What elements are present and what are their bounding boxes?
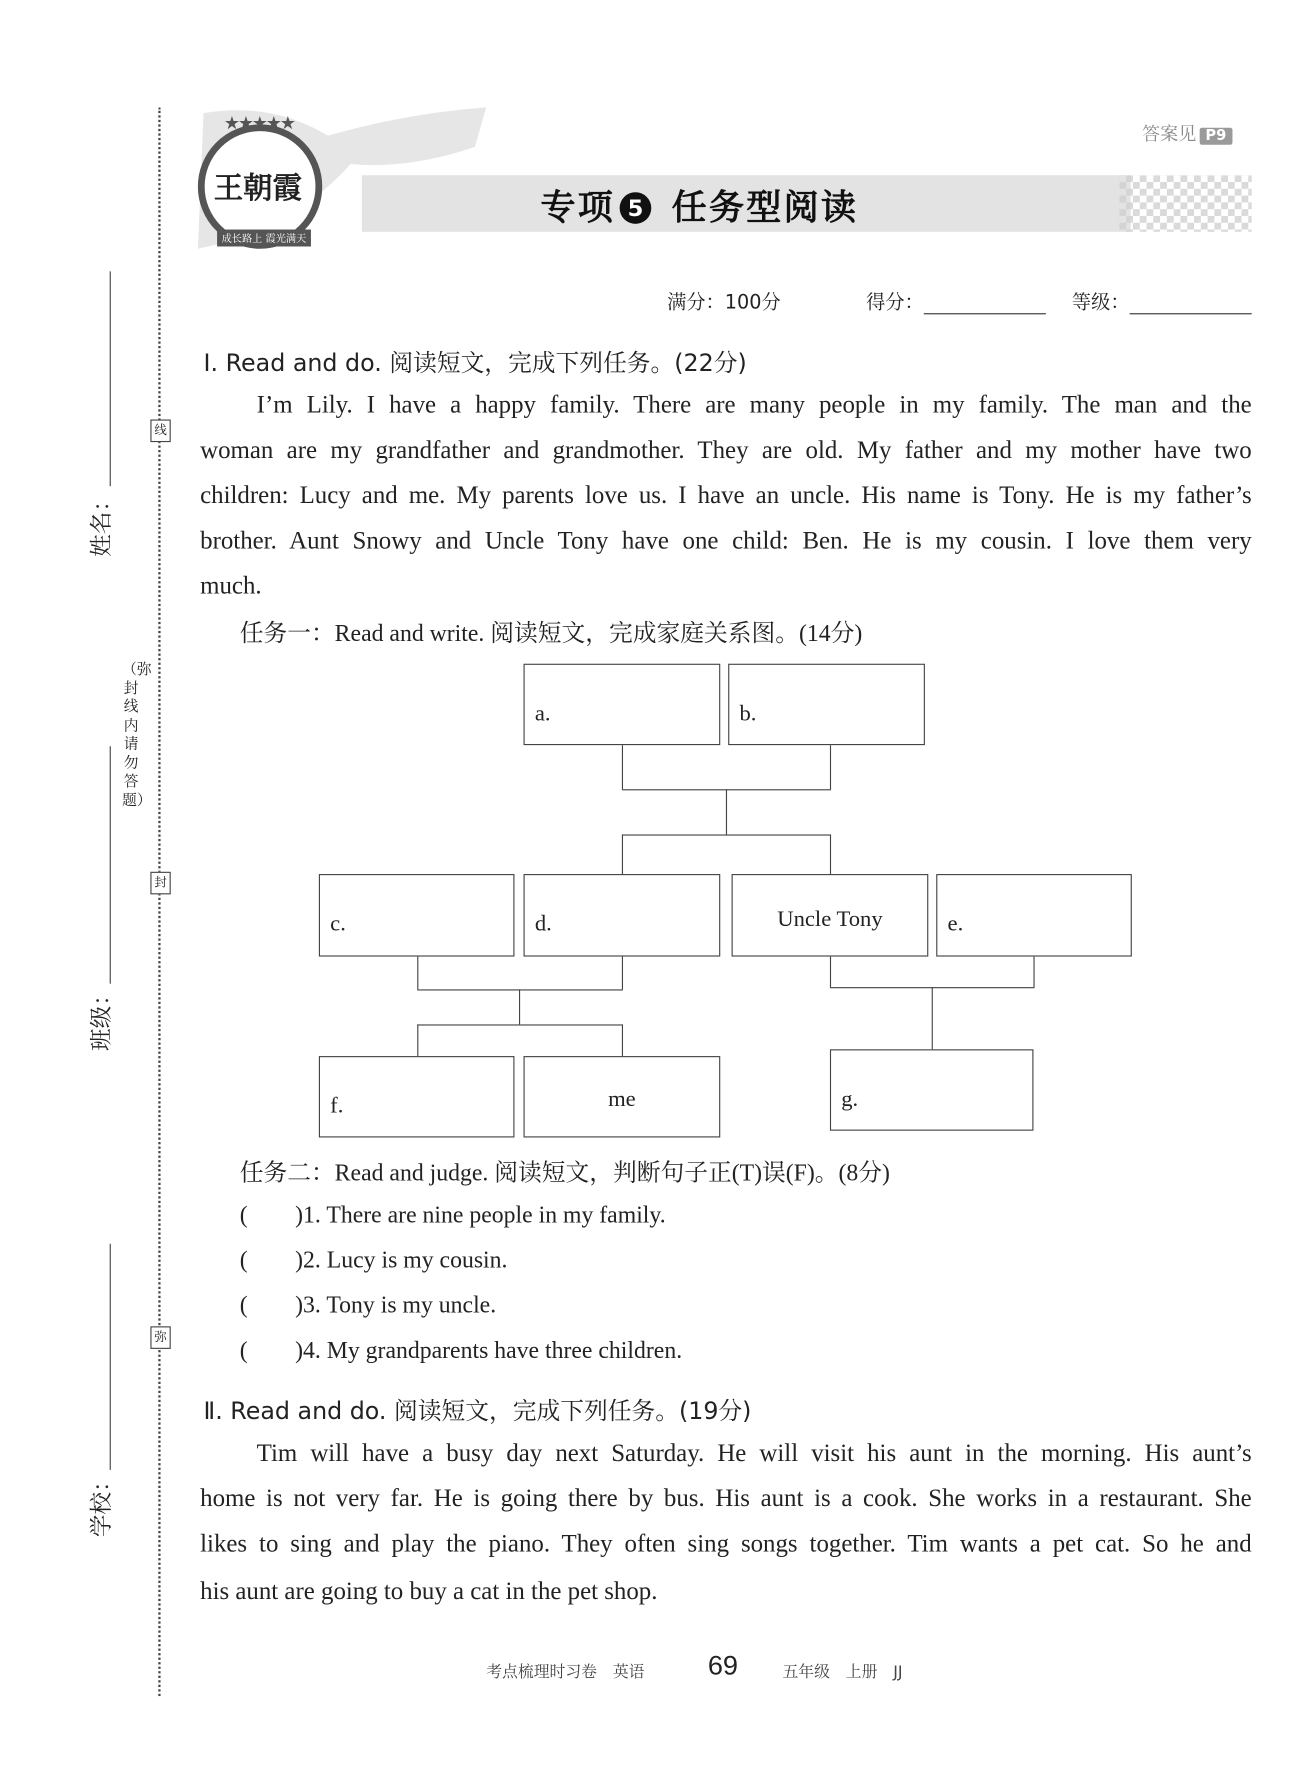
seal-mark-mi: 弥 [150,1326,170,1349]
task2-heading: 任务二：Read and judge. 阅读短文，判断句子正(T)误(F)。(8分) [239,1158,890,1187]
passage1-line: woman are my grandfather and grandmother. They are old. My father and my mother have two [200,435,1252,464]
tree-connector [622,834,831,835]
class-blank[interactable] [110,746,111,983]
tree-box-c[interactable] [319,874,515,957]
full-score: 满分：100分 [667,291,781,315]
title-prefix: 专项 [540,187,616,229]
star-icons: ★★★★★ [223,114,294,134]
box-label: d. [534,911,552,937]
tree-connector [830,834,831,874]
tree-box-d[interactable] [524,874,721,957]
judge-item[interactable]: ( )2. Lucy is my cousin. [239,1246,508,1274]
tree-connector [1033,957,1034,988]
checker-decoration [1119,175,1251,232]
tree-connector [622,957,623,990]
answer-ref [1142,120,1232,146]
school-label: 学校： [87,1469,115,1538]
tree-box-a[interactable] [524,664,721,745]
tree-box-e[interactable] [936,874,1132,957]
box-label: b. [739,701,757,726]
judge-item[interactable]: ( )4. My grandparents have three children. [239,1336,683,1364]
seal-mark-xian: 线 [150,419,170,442]
tree-box-b[interactable] [728,664,925,745]
name-blank[interactable] [110,271,111,486]
seal-dotted-line [158,107,160,1696]
tree-connector [519,989,520,1024]
answer-ref-label: 答案见 [1142,123,1197,145]
tree-connector [726,789,727,834]
box-label: c. [330,911,346,937]
tree-connector [622,834,623,874]
passage1-line: I’m Lily. I have a happy family. There are many people in my family. The man and the [256,390,1252,419]
name-label: 姓名： [87,489,115,557]
logo-motto: 成长路上 霞光满天 [217,230,311,247]
judge-item[interactable]: ( )3. Tony is my uncle. [239,1291,497,1319]
box-label: g. [841,1086,859,1112]
tree-box-g[interactable] [830,1049,1034,1130]
section2-heading: Ⅱ. Read and do. 阅读短文，完成下列任务。(19分) [203,1397,752,1425]
score-field [866,286,1046,314]
tree-connector [622,745,623,789]
tree-connector [830,957,831,988]
box-label: f. [330,1093,344,1119]
tree-connector [622,1024,623,1056]
task1-heading: 任务一：Read and write. 阅读短文，完成家庭关系图。(14分) [239,619,863,647]
seal-mark-feng: 封 [150,872,170,895]
passage2-line: Tim will have a busy day next Saturday. He will visit his aunt in the morning. His aunt’s [256,1438,1252,1467]
passage2-line: likes to sing and play the piano. They often sing songs together. Tim wants a pet cat. So he and [200,1528,1252,1557]
seal-note: （弥封线内请勿答题） [122,661,152,810]
passage2-line: home is not very far. He is going there by bus. His aunt is a cook. She works in a restaurant. She [200,1483,1252,1512]
page-title [540,179,858,230]
grade-blank[interactable] [1130,291,1252,315]
box-label: Uncle Tony [777,906,883,932]
tree-box-uncle-tony [732,874,929,957]
tree-box-f[interactable] [319,1056,515,1137]
title-text: 任务型阅读 [671,187,859,229]
box-label: me [608,1086,636,1112]
grade-label: 等级： [1071,291,1130,315]
box-label: e. [947,911,964,937]
grade-field [1072,286,1252,314]
tree-connector [830,745,831,789]
score-blank[interactable] [924,291,1046,315]
section1-heading: Ⅰ. Read and do. 阅读短文，完成下列任务。(22分) [203,349,747,377]
footer-grade: 五年级 上册 JJ [782,1663,903,1682]
tree-connector [417,1024,418,1056]
title-number: 5 [620,192,652,224]
passage1-line: much. [200,571,262,600]
tree-connector [417,1024,623,1025]
tree-connector [932,987,933,1049]
passage1-line: children: Lucy and me. My parents love us. I have an uncle. His name is Tony. He is my father’s [200,480,1252,509]
score-label: 得分： [866,291,924,315]
tree-box-me [524,1056,721,1137]
box-label: a. [534,701,551,726]
tree-connector [417,957,418,990]
class-label: 班级： [87,983,115,1051]
school-blank[interactable] [110,1244,111,1470]
judge-item[interactable]: ( )1. There are nine people in my family. [239,1200,666,1228]
passage1-line: brother. Aunt Snowy and Uncle Tony have one child: Ben. He is my cousin. I love them very [200,525,1252,555]
passage2-line: his aunt are going to buy a cat in the pet shop. [200,1576,658,1605]
footer-book: 考点梳理时习卷 英语 [486,1663,645,1682]
logo-text: 王朝霞 [213,171,302,206]
page-number: 69 [707,1650,739,1682]
answer-page-badge: P9 [1200,128,1232,145]
